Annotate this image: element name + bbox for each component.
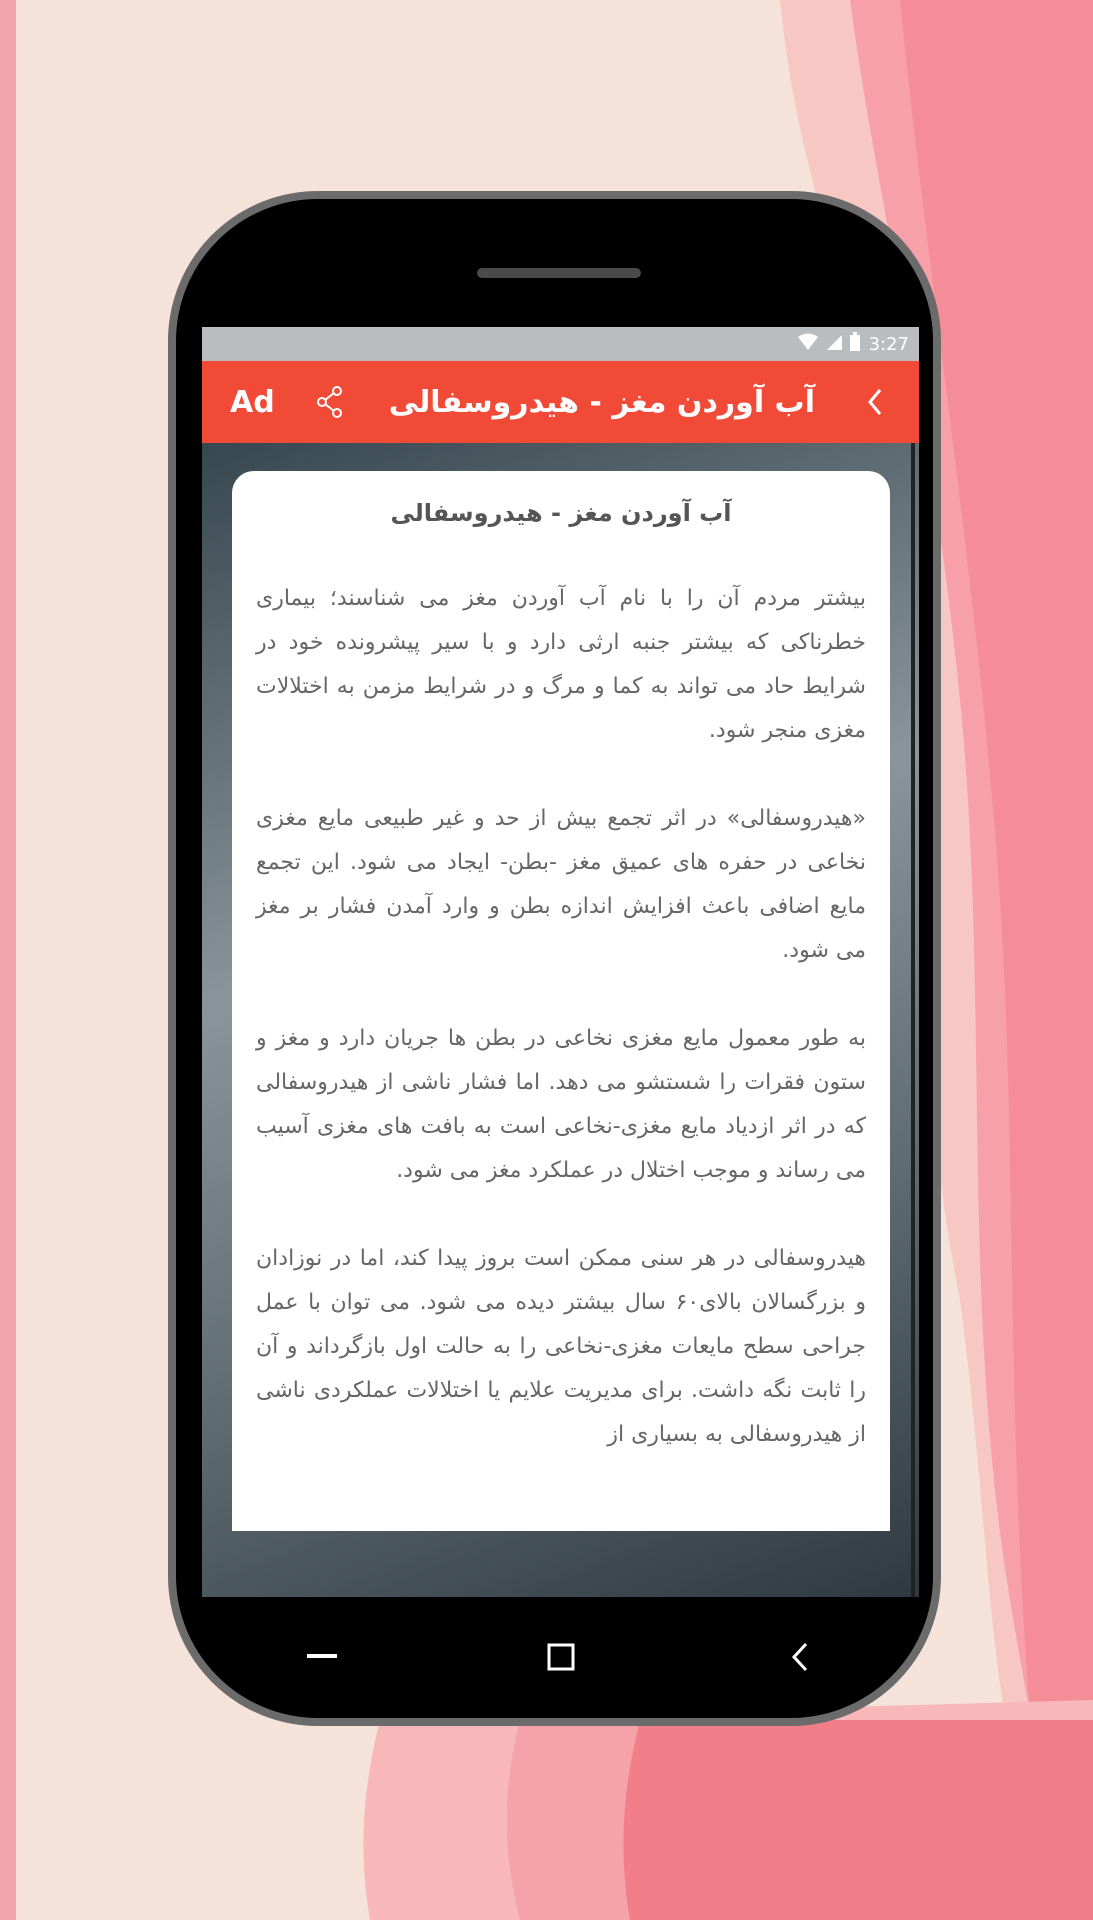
phone-frame — [168, 191, 941, 1726]
recent-apps-icon[interactable] — [292, 1627, 352, 1687]
status-time: 3:27 — [868, 333, 909, 355]
signal-icon — [825, 333, 843, 356]
article-title: آب آوردن مغز - هیدروسفالی — [390, 499, 732, 527]
article-card — [232, 471, 890, 1531]
battery-icon — [849, 332, 861, 357]
article-paragraph: «هیدروسفالی» در اثر تجمع بیش از حد و غیر طبیعی مایع مغزی نخاعی در حفره های عمیق مغز -بطن- ایجاد می شود. این تجمع مایع اضافی باعث افزایش اندازه بطن و وارد آمدن فشار بر مغز می شود. — [256, 806, 866, 963]
back-icon[interactable] — [770, 1627, 830, 1687]
ad-button[interactable]: Ad — [230, 384, 275, 420]
content-area[interactable] — [202, 443, 919, 1597]
wifi-icon — [797, 333, 819, 356]
article-paragraph: هیدروسفالی در هر سنی ممکن است بروز پیدا کند، اما در نوزادان و بزرگسالان بالای۶۰ سال بیشتر دیده می شود. می توان با عمل جراحی سطح مایعات مغزی-نخاعی را به حالت اول بازگرداند و آن را ثابت نگه داشت. برای مدیریت علایم یا اختلالات عملکردی ناشی از هیدروسفالی به بسیاری از — [256, 1246, 866, 1447]
navigation-bar — [202, 1597, 919, 1717]
status-bar — [202, 327, 919, 361]
scrollbar[interactable] — [911, 443, 915, 1597]
page-title: آب آوردن مغز - هیدروسفالی — [388, 384, 815, 420]
phone-speaker — [477, 268, 641, 278]
chevron-left-icon[interactable] — [859, 386, 891, 418]
phone-screen — [202, 327, 919, 1597]
app-bar — [202, 361, 919, 443]
home-icon[interactable] — [531, 1627, 591, 1687]
article-paragraph: به طور معمول مایع مغزی نخاعی در بطن ها جریان دارد و مغز و ستون فقرات را شستشو می دهد. اما فشار ناشی از هیدروسفالی که در اثر ازدیاد مایع مغزی-نخاعی است به بافت های مغزی آسیب می رساند و موجب اختلال در عملکرد مغز می شود. — [256, 1026, 866, 1183]
share-icon[interactable] — [315, 385, 345, 419]
article-paragraph: بیشتر مردم آن را با نام آب آوردن مغز می شناسند؛ بیماری خطرناکی که بیشتر جنبه ارثی دارد و با سیر پیشرونده خود در شرایط حاد می تواند به کما و مرگ و در شرایط مزمن به اختلالات مغزی منجر شود. — [256, 586, 866, 743]
